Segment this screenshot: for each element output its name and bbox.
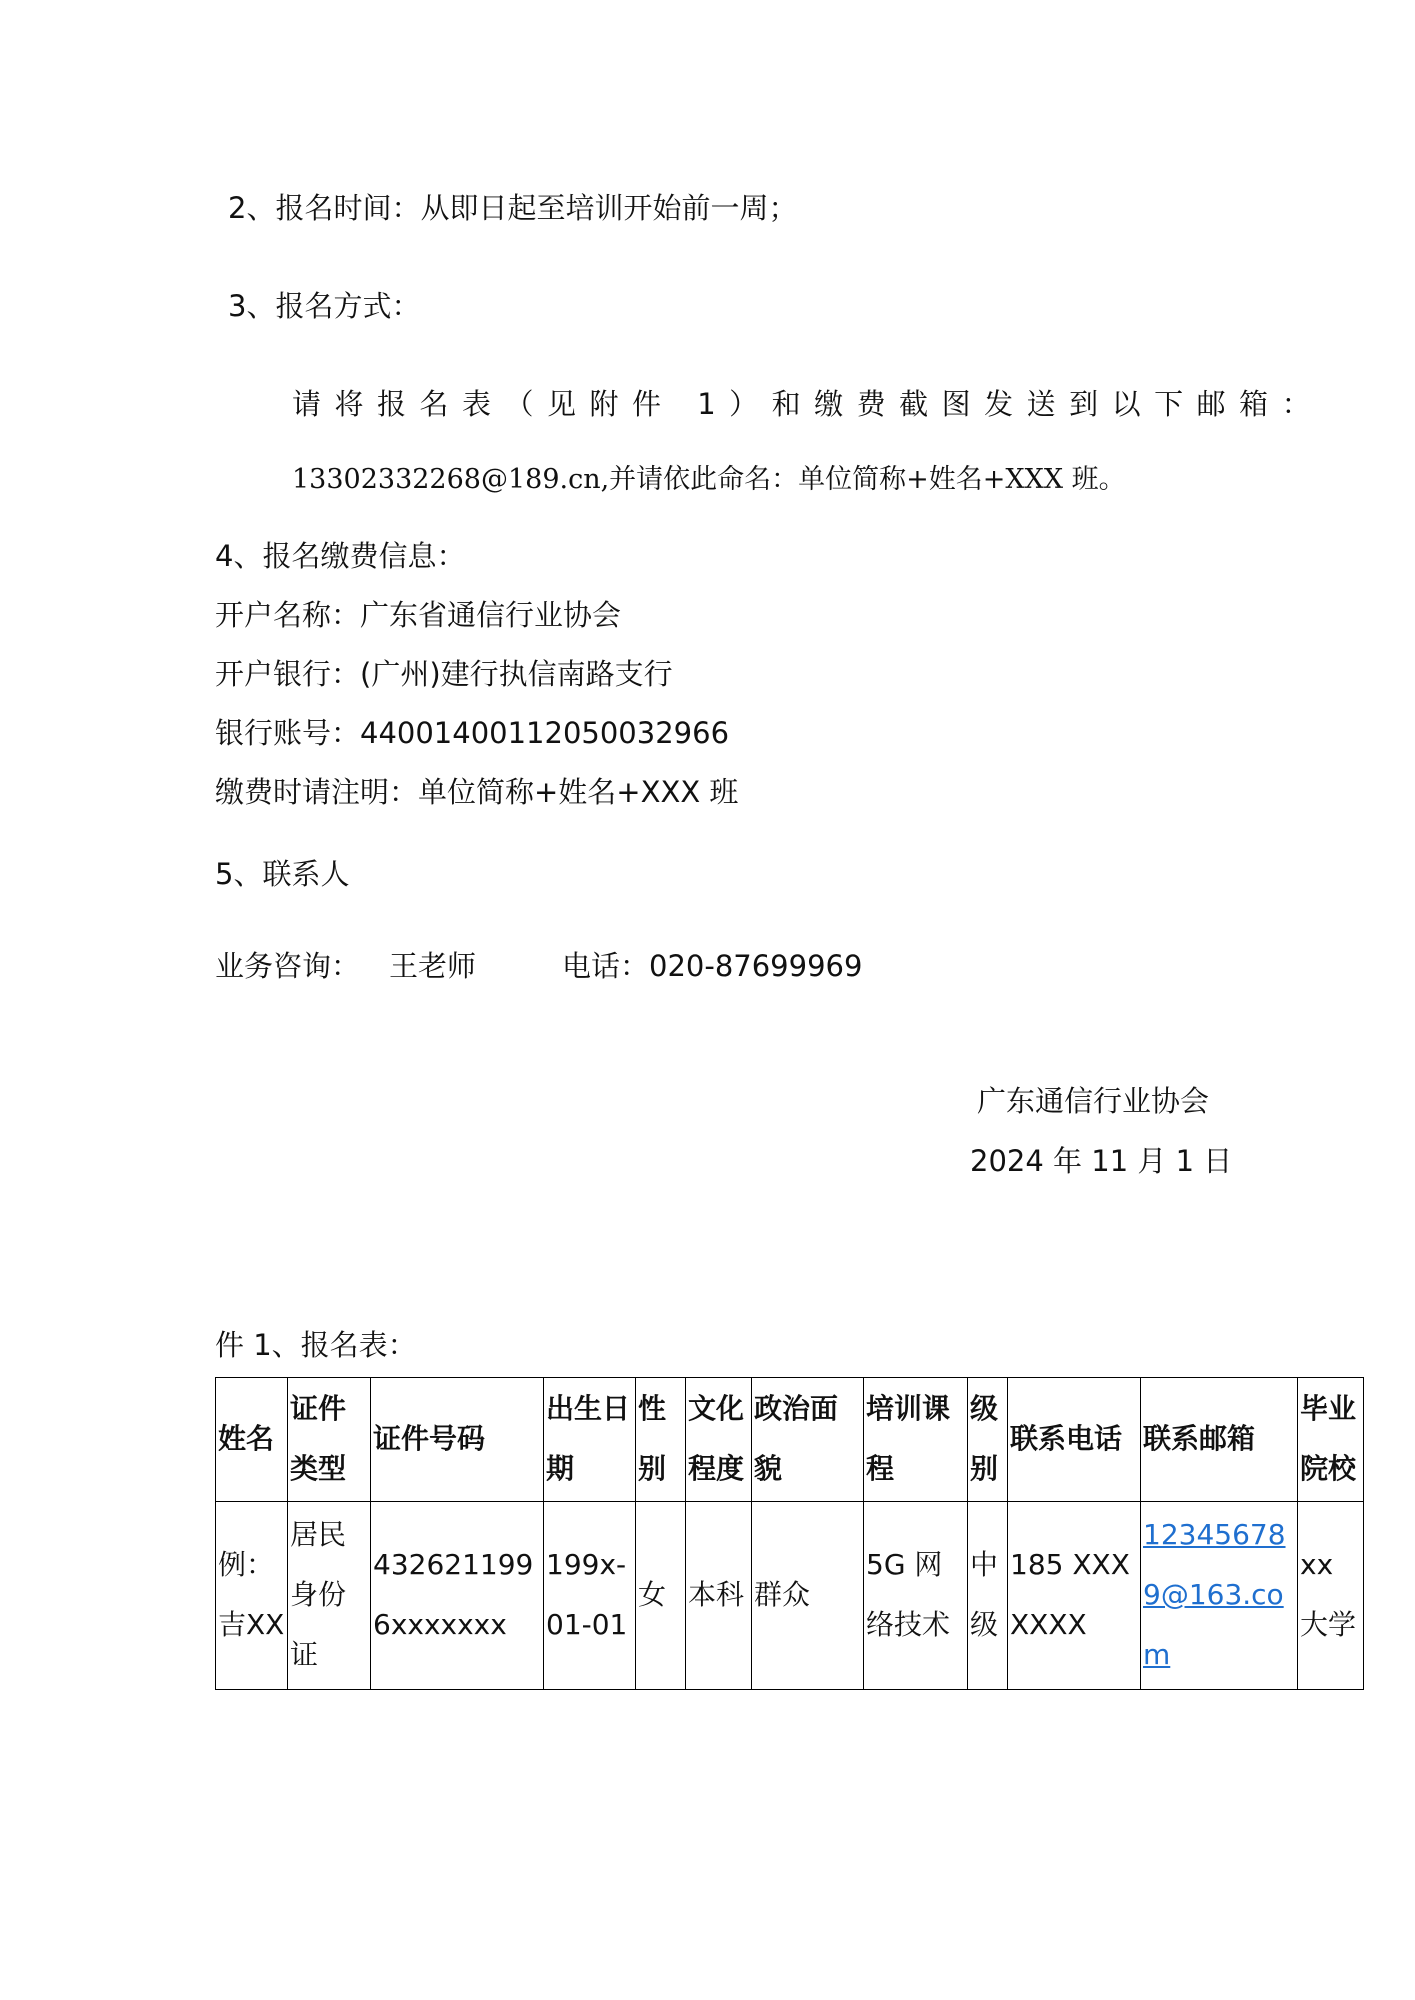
cell-education: 本科 bbox=[686, 1501, 752, 1689]
contact-row bbox=[215, 948, 915, 984]
header-birth-date: 出生日期 bbox=[544, 1378, 636, 1502]
account-name: 开户名称：广东省通信行业协会 bbox=[215, 598, 622, 632]
bank-name: 开户银行：(广州)建行执信南路支行 bbox=[215, 657, 673, 691]
signature-date: 2024 年 11 月 1 日 bbox=[970, 1144, 1233, 1178]
contact-name: 王老师 bbox=[389, 949, 477, 983]
header-political-status: 政治面貌 bbox=[752, 1378, 864, 1502]
registration-form-table bbox=[215, 1377, 1364, 1690]
method-instruction-line2: 13302332268@189.cn,并请依此命名：单位简称+姓名+XXX 班。 bbox=[292, 464, 1126, 495]
cell-phone: 185 XXXXXXX bbox=[1008, 1501, 1141, 1689]
cell-gender: 女 bbox=[636, 1501, 686, 1689]
header-school: 毕业院校 bbox=[1298, 1378, 1364, 1502]
cell-political-status: 群众 bbox=[752, 1501, 864, 1689]
contact-phone: 电话：020-87699969 bbox=[562, 949, 863, 983]
cell-email[interactable] bbox=[1141, 1501, 1298, 1689]
header-gender: 性别 bbox=[636, 1378, 686, 1502]
cell-id-type: 居民身份证 bbox=[288, 1501, 371, 1689]
cell-birth-date: 199x-01-01 bbox=[544, 1501, 636, 1689]
header-phone: 联系电话 bbox=[1008, 1378, 1141, 1502]
header-id-type: 证件类型 bbox=[288, 1378, 371, 1502]
email-link[interactable]: 123456789@163.com bbox=[1143, 1518, 1286, 1672]
header-name: 姓名 bbox=[216, 1378, 288, 1502]
cell-name: 例：吉XX bbox=[216, 1501, 288, 1689]
cell-training-course: 5G 网络技术 bbox=[864, 1501, 968, 1689]
cell-school: xx大学 bbox=[1298, 1501, 1364, 1689]
signature-org: 广东通信行业协会 bbox=[977, 1084, 1210, 1118]
table-header-row bbox=[216, 1378, 1364, 1502]
header-education: 文化程度 bbox=[686, 1378, 752, 1502]
header-email: 联系邮箱 bbox=[1141, 1378, 1298, 1502]
cell-level: 中级 bbox=[968, 1501, 1008, 1689]
header-level: 级别 bbox=[968, 1378, 1008, 1502]
account-number: 银行账号：44001400112050032966 bbox=[215, 716, 730, 750]
item-registration-time: 2、报名时间：从即日起至培训开始前一周； bbox=[228, 191, 798, 225]
attachment-title: 件 1、报名表： bbox=[215, 1328, 417, 1362]
header-training-course: 培训课程 bbox=[864, 1378, 968, 1502]
method-instruction-line1: 请将报名表（见附件 1）和缴费截图发送到以下邮箱： bbox=[292, 387, 1325, 421]
item-contact-title: 5、联系人 bbox=[215, 857, 350, 891]
header-id-number: 证件号码 bbox=[371, 1378, 544, 1502]
item-payment-info-title: 4、报名缴费信息： bbox=[215, 539, 466, 573]
contact-label: 业务咨询： bbox=[215, 949, 361, 983]
item-registration-method-title: 3、报名方式： bbox=[228, 289, 421, 323]
cell-id-number: 4326211996xxxxxxx bbox=[371, 1501, 544, 1689]
table-row bbox=[216, 1501, 1364, 1689]
payment-note: 缴费时请注明：单位简称+姓名+XXX 班 bbox=[215, 775, 739, 809]
